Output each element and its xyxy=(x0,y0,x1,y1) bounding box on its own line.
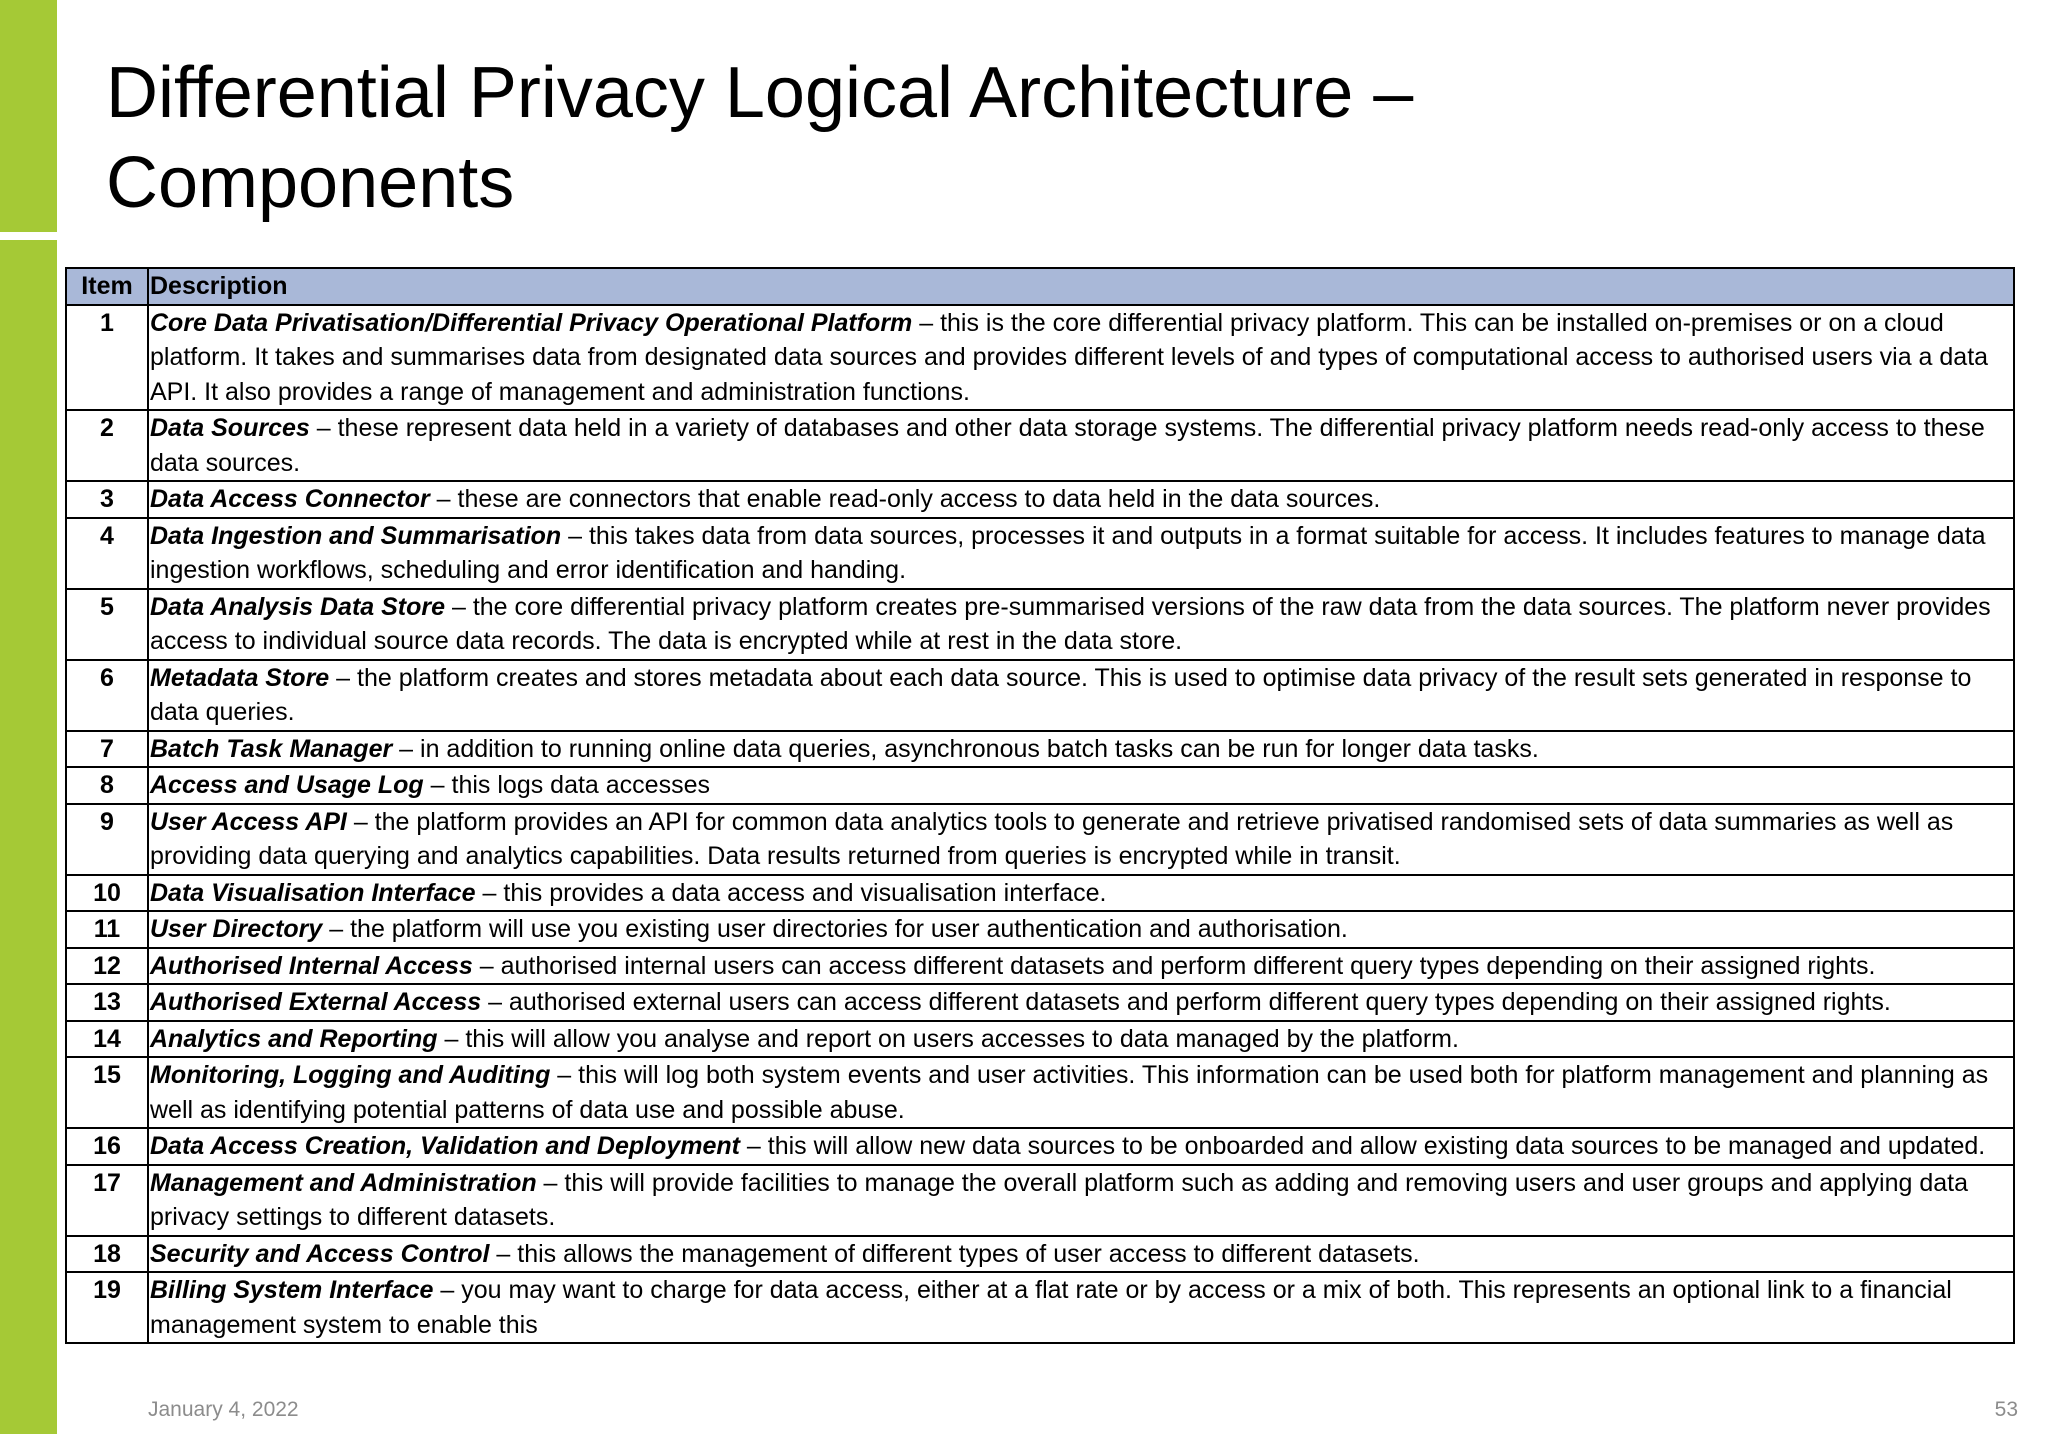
item-number: 9 xyxy=(66,804,148,875)
footer-date: January 4, 2022 xyxy=(148,1398,299,1421)
item-description xyxy=(148,984,2014,1021)
item-description xyxy=(148,767,2014,804)
component-name: Data Access Connector xyxy=(150,485,430,513)
table-row xyxy=(66,305,2014,411)
component-name: Billing System Interface xyxy=(150,1276,434,1304)
item-number: 1 xyxy=(66,305,148,411)
item-number: 5 xyxy=(66,589,148,660)
accent-bar-bottom xyxy=(0,240,57,1434)
item-description xyxy=(148,589,2014,660)
component-name: Data Visualisation Interface xyxy=(150,878,476,907)
item-description xyxy=(148,911,2014,948)
accent-bar-top xyxy=(0,0,57,232)
component-name: Analytics and Reporting xyxy=(150,1024,438,1053)
table-row xyxy=(66,875,2014,912)
component-description: – this is the core differential privacy platform. This can be installed on-premises or on a cloud platform. It takes and summarises data from designated data sources and provides different levels of and types of computational access to authorised users via a data API. It also provides a range of management and administration functions. xyxy=(150,308,1989,406)
table-row xyxy=(66,660,2014,731)
item-description xyxy=(148,660,2014,731)
table-row xyxy=(66,804,2014,875)
item-number: 10 xyxy=(66,875,148,912)
component-name: Monitoring, Logging and Auditing xyxy=(150,1061,551,1089)
component-description: – in addition to running online data queries, asynchronous batch tasks can be run for longer data tasks. xyxy=(392,734,1539,763)
table-row xyxy=(66,1165,2014,1236)
item-description xyxy=(148,305,2014,411)
component-description: – you may want to charge for data access, either at a flat rate or by access or a mix of both. This represents an optional link to a financial management system to enable this xyxy=(150,1276,1952,1339)
component-name: Data Access Creation, Validation and Deployment xyxy=(150,1132,740,1160)
table-row xyxy=(66,518,2014,589)
component-description: – this will log both system events and user activities. This information can be used both for platform management and planning as well as identifying potential patterns of data use and possible abuse. xyxy=(150,1061,1989,1124)
table-row xyxy=(66,767,2014,804)
table-row xyxy=(66,410,2014,481)
component-name: User Directory xyxy=(150,915,323,943)
table-header-row xyxy=(66,268,2014,305)
item-description xyxy=(148,1272,2014,1343)
item-description xyxy=(148,1165,2014,1236)
item-description xyxy=(148,410,2014,481)
item-description xyxy=(148,1236,2014,1273)
item-number: 11 xyxy=(66,911,148,948)
item-description xyxy=(148,518,2014,589)
slide-title: Differential Privacy Logical Architecture – Components xyxy=(106,53,1414,223)
table-row xyxy=(66,1128,2014,1165)
table-row xyxy=(66,948,2014,985)
table-row xyxy=(66,1021,2014,1058)
header-description: Description xyxy=(148,268,2014,305)
item-number: 19 xyxy=(66,1272,148,1343)
page-number: 53 xyxy=(1994,1398,2018,1421)
item-number: 7 xyxy=(66,731,148,768)
item-number: 3 xyxy=(66,481,148,518)
item-number: 15 xyxy=(66,1057,148,1128)
component-description: – the platform creates and stores metadata about each data source. This is used to optimise data privacy of the result sets generated in response to data queries. xyxy=(150,663,1972,726)
item-number: 16 xyxy=(66,1128,148,1165)
item-description xyxy=(148,804,2014,875)
item-number: 18 xyxy=(66,1236,148,1273)
item-description xyxy=(148,1128,2014,1165)
item-number: 6 xyxy=(66,660,148,731)
component-name: Data Analysis Data Store xyxy=(150,592,446,621)
item-description xyxy=(148,875,2014,912)
component-description: – this takes data from data sources, processes it and outputs in a format suitable for access. It includes features to manage data ingestion workflows, scheduling and error identification and handing. xyxy=(150,521,1986,584)
component-description: – the platform provides an API for common data analytics tools to generate and retrieve privatised randomised sets of data summaries as well as providing data querying and analytics capabilities. Data results returned from queries is encrypted while in transit. xyxy=(150,807,1954,870)
table-row xyxy=(66,1057,2014,1128)
component-name: Metadata Store xyxy=(150,663,330,692)
component-description: – these represent data held in a variety of databases and other data storage systems. The differential privacy platform needs read-only access to these data sources. xyxy=(150,414,1985,477)
item-number: 2 xyxy=(66,410,148,481)
table-body xyxy=(66,305,2014,1344)
component-name: Access and Usage Log xyxy=(150,771,424,799)
table-row xyxy=(66,731,2014,768)
component-description: – the platform will use you existing user directories for user authentication and authorisation. xyxy=(322,915,1348,943)
component-description: – authorised internal users can access different datasets and perform different query types depending on their assigned rights. xyxy=(472,951,1876,980)
component-name: Core Data Privatisation/Differential Privacy Operational Platform xyxy=(150,308,913,337)
item-number: 14 xyxy=(66,1021,148,1058)
component-name: User Access API xyxy=(150,807,347,836)
component-description: – this logs data accesses xyxy=(423,771,710,799)
table-row xyxy=(66,589,2014,660)
item-description xyxy=(148,731,2014,768)
item-number: 17 xyxy=(66,1165,148,1236)
table-row xyxy=(66,481,2014,518)
item-number: 8 xyxy=(66,767,148,804)
item-number: 4 xyxy=(66,518,148,589)
components-table-container xyxy=(65,267,2015,1344)
item-description xyxy=(148,1021,2014,1058)
item-description xyxy=(148,948,2014,985)
component-description: – authorised external users can access different datasets and perform different query types depending on their assigned rights. xyxy=(481,988,1891,1016)
item-number: 12 xyxy=(66,948,148,985)
component-description: – this allows the management of different types of user access to different datasets. xyxy=(489,1239,1420,1268)
component-name: Batch Task Manager xyxy=(150,734,393,763)
table-row xyxy=(66,1236,2014,1273)
component-name: Data Sources xyxy=(150,414,310,442)
component-name: Authorised Internal Access xyxy=(150,951,473,980)
item-description xyxy=(148,1057,2014,1128)
header-item: Item xyxy=(66,268,148,305)
component-name: Management and Administration xyxy=(150,1168,537,1197)
item-description xyxy=(148,481,2014,518)
item-number: 13 xyxy=(66,984,148,1021)
component-description: – the core differential privacy platform creates pre-summarised versions of the raw data from the data sources. The platform never provides access to individual source data records. The data is encrypted while at rest in the data store. xyxy=(150,592,1991,655)
component-description: – this will allow you analyse and report on users accesses to data managed by the platform. xyxy=(437,1024,1459,1053)
table-row xyxy=(66,1272,2014,1343)
component-description: – this will provide facilities to manage the overall platform such as adding and removing users and user groups and applying data privacy settings to different datasets. xyxy=(150,1168,1968,1231)
table-row xyxy=(66,984,2014,1021)
component-description: – these are connectors that enable read-only access to data held in the data sources. xyxy=(429,485,1381,513)
components-table xyxy=(65,267,2015,1344)
component-name: Security and Access Control xyxy=(150,1239,490,1268)
component-name: Data Ingestion and Summarisation xyxy=(150,521,562,550)
component-description: – this provides a data access and visualisation interface. xyxy=(475,878,1107,907)
component-name: Authorised External Access xyxy=(150,988,482,1016)
component-description: – this will allow new data sources to be onboarded and allow existing data sources to be managed and updated. xyxy=(739,1132,1986,1160)
table-row xyxy=(66,911,2014,948)
